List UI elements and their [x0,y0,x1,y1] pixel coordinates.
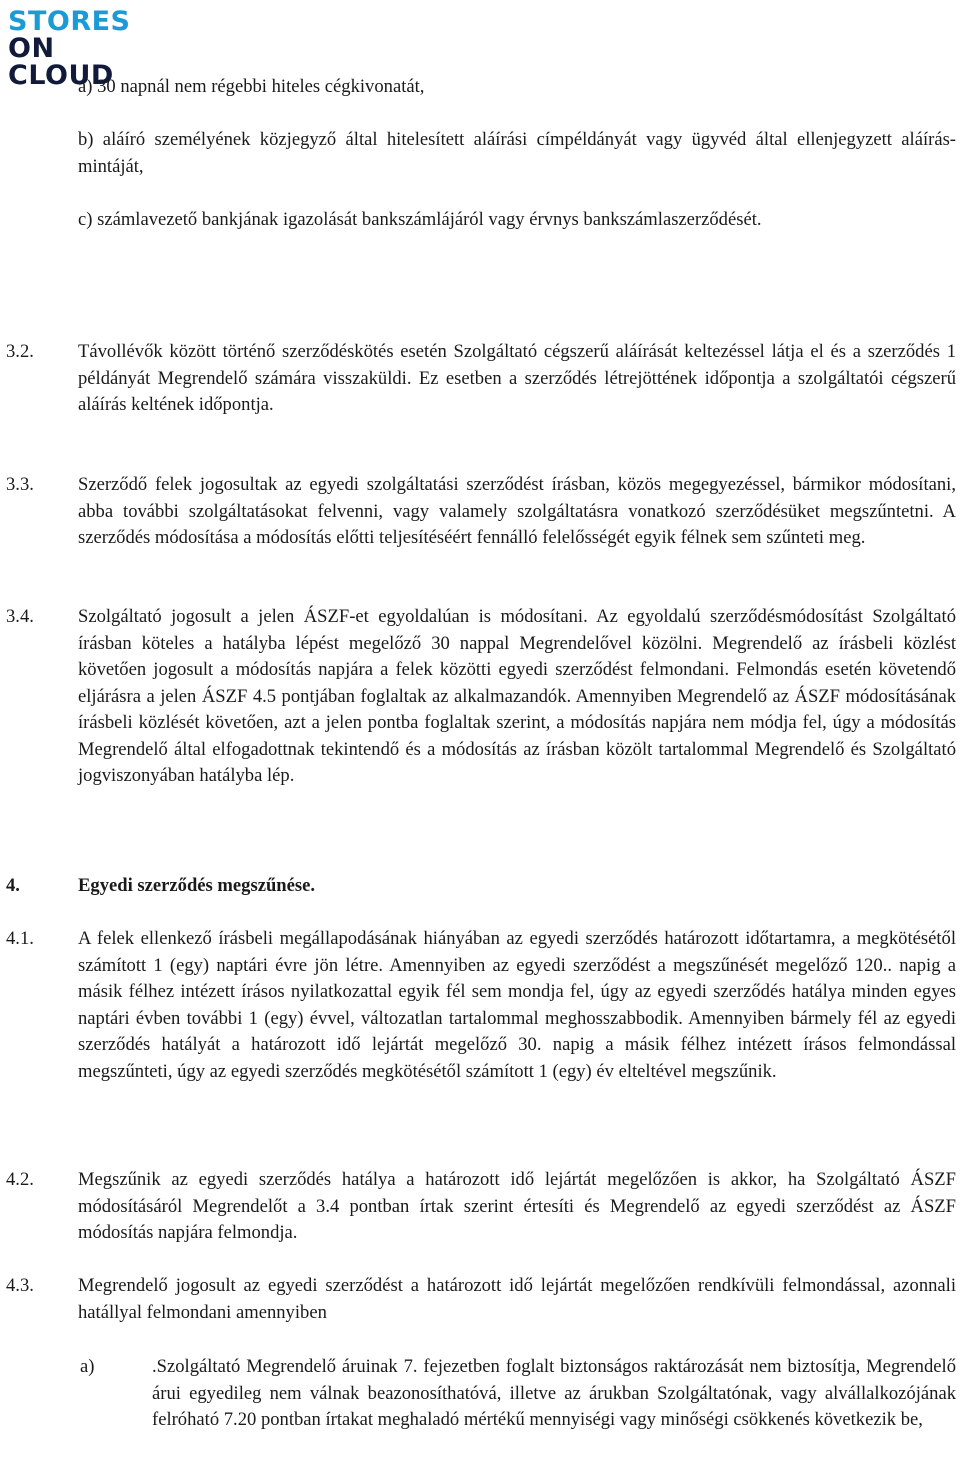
section-4-1-text: A felek ellenkező írásbeli megállapodásának hiányában az egyedi szerződés határozott időtartamra, a megkötésétől számított 1 (egy) naptári évre jön létre. Amennyiben az egyedi szerződést a megszűnését megelőző 120.. napig a másik félhez intézett írásos nyilatkozattal egyik fél sem mondja fel, úgy az egyedi szerződés hatálya minden egyes naptári évben további 1 (egy) évvel, változatlan tartalommal meghosszabbodik. Amennyiben bármely fél az egyedi szerződés hatályát a határozott idő lejártát megelőző 30. napig a másik félhez intézett írásos felmondással megszűnteti, úgy az egyedi szerződés megkötésétől számított 1 (egy) év elteltével megszűnik. [78,928,956,1082]
item-c: c) számlavezető bankjának igazolását bankszámlájáról vagy érvnys bankszámlaszerződését. [78,209,762,230]
heading-4-number: 4. [6,875,20,896]
section-4-3-number: 4.3. [6,1275,34,1296]
heading-4-text: Egyedi szerződés megszűnése. [78,875,316,896]
item-b: b) aláíró személyének közjegyző által hitelesített aláírási címpéldányát vagy ügyvéd által ellenjegyzett aláírás-mintáját, [78,129,956,177]
section-3-3-text: Szerződő felek jogosultak az egyedi szolgáltatási szerződést írásban, közös megegyezéssel, bármikor módosítani, abba további szolgáltatásokat felvenni, vagy valamely szolgáltatásra vonatkozó szerződésüket megszűntetni. A szerződés módosítása a módosítás előtti teljesítéséért fennálló felelősségét egyik félnek sem szűnteti meg. [78,474,956,548]
section-3-2-text: Távollévők között történő szerződéskötés esetén Szolgáltató cégszerű aláírását keltezéssel látja el és a szerződés 1 példányát Megrendelő számára visszaküldi. Ez esetben a szerződés létrejöttének időpontja a szolgáltatói cégszerű aláírás keltének időpontja. [78,341,956,415]
section-4-2-text: Megszűnik az egyedi szerződés hatálya a határozott idő lejártát megelőzően is akkor, ha Szolgáltató ÁSZF módosításáról Megrendelőt a 3.4 pontban írtak szerint értesíti és Megrendelő az egyedi szerződést az ÁSZF módosítás napjára felmondja. [78,1169,956,1243]
section-3-4-number: 3.4. [6,606,34,627]
section-4-3-text: Megrendelő jogosult az egyedi szerződést a határozott idő lejártát megelőzően rendkívüli felmondással, azonnali hatállyal felmondani amennyiben [78,1275,956,1323]
section-4-2-number: 4.2. [6,1169,34,1190]
section-3-4-text: Szolgáltató jogosult a jelen ÁSZF-et egyoldalúan is módosítani. Az egyoldalú szerződésmódosítást Szolgáltató írásban köteles a hatályba lépést megelőző 30 nappal Megrendelővel közölni. Megrendelő az írásbeli közlést követően jogosult a módosítás napjára a felek közötti egyedi szerződést felmondani. Felmondás esetén követendő eljárásra a jelen ÁSZF 4.5 pontjában foglaltak az alkalmazandók. Amennyiben Megrendelő az ÁSZF módosításának írásbeli közlését követően, azt a jelen pontba foglaltak szerint, a módosítás napjára nem módja fel, úgy a módosítás Megrendelő által elfogadottnak tekintendő és a módosítás az írásban közölt tartalommal Megrendelő és Szolgáltató jogviszonyában hatályba lép. [78,606,956,786]
section-3-2-number: 3.2. [6,341,34,362]
stores-on-cloud-logo [8,6,168,91]
item-a: a) 30 napnál nem régebbi hiteles cégkivonatát, [78,76,425,97]
logo-line-1: STORES [8,6,131,37]
logo-line-2: ON CLOUD [8,33,114,91]
sub-item-a-text: .Szolgáltató Megrendelő áruinak 7. fejezetben foglalt biztonságos raktározását nem biztosítja, Megrendelő árui egyedileg nem válnak beazonosíthatóvá, illetve az árukban Szolgáltatónak, vagy alvállalkozójának felróható 7.20 pontban írtakat meghaladó mértékű mennyiségi vagy minőségi csökkenés következik be, [152,1356,956,1430]
section-3-3-number: 3.3. [6,474,34,495]
sub-item-a-label: a) [80,1356,95,1377]
section-4-1-number: 4.1. [6,928,34,949]
